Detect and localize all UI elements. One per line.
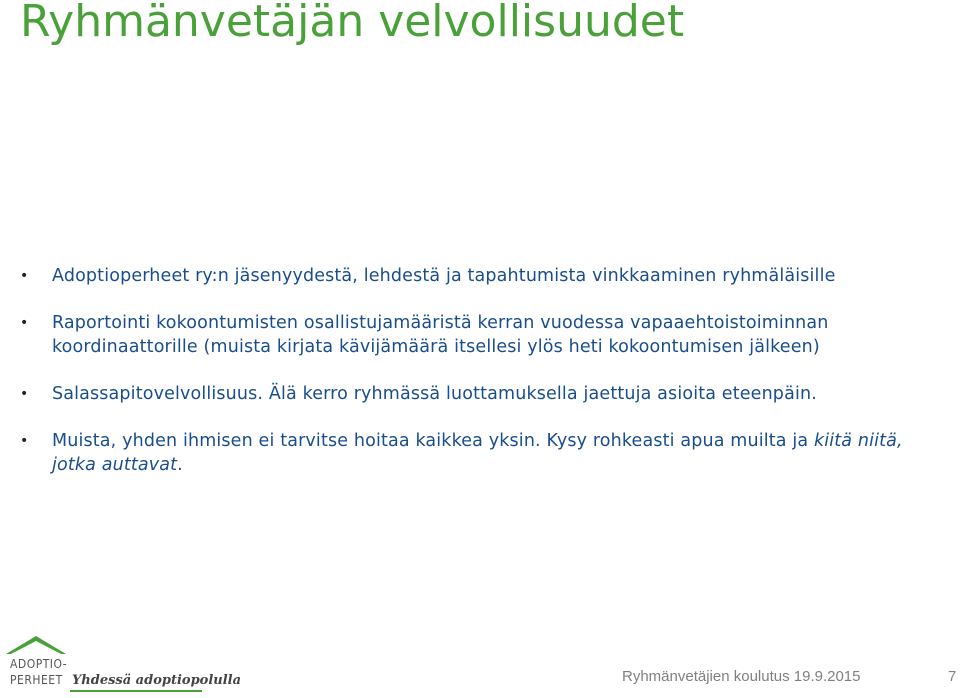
bullet-tail: . [177, 455, 183, 475]
slide-title: Ryhmänvetäjän velvollisuudet [20, 0, 685, 47]
bullet-item [20, 382, 940, 406]
logo-slogan: Yhdessä adoptiopolulla [72, 673, 242, 688]
adoptioperheet-logo [4, 632, 242, 694]
bullet-text: Raportointi kokoontumisten osallistujamääristä kerran vuodessa vapaaehtoistoiminnan koordinaattorille (muista kirjata kävijämäärä itsellesi ylös heti kokoontumisen jälkeen) [52, 313, 829, 357]
bullet-dot-icon: • [20, 315, 29, 331]
logo-line1: ADOPTIO- [10, 657, 68, 671]
bullet-item [20, 311, 940, 359]
bullet-text: Adoptioperheet ry:n jäsenyydestä, lehdestä ja tapahtumista vinkkaaminen ryhmäläisille [52, 266, 836, 286]
bullet-item [20, 429, 940, 477]
bullet-item [20, 264, 940, 288]
bullet-list [20, 264, 940, 500]
bullet-dot-icon: • [20, 433, 29, 449]
bullet-text: Salassapitovelvollisuus. Älä kerro ryhmässä luottamuksella jaettuja asioita eteenpäin. [52, 384, 817, 404]
roof-icon [6, 636, 66, 654]
bullet-text: Muista, yhden ihmisen ei tarvitse hoitaa kaikkea yksin. Kysy rohkeasti apua muilta ja [52, 431, 814, 451]
footer-text: Ryhmänvetäjien koulutus 19.9.2015 [622, 668, 861, 685]
bullet-dot-icon: • [20, 268, 29, 284]
logo-underline [70, 690, 202, 692]
logo-line2: PERHEET [10, 673, 63, 687]
page-number: 7 [948, 668, 957, 685]
bullet-emphasis: kiitä niitä, jotka auttavat [52, 431, 903, 475]
bullet-dot-icon: • [20, 386, 29, 402]
